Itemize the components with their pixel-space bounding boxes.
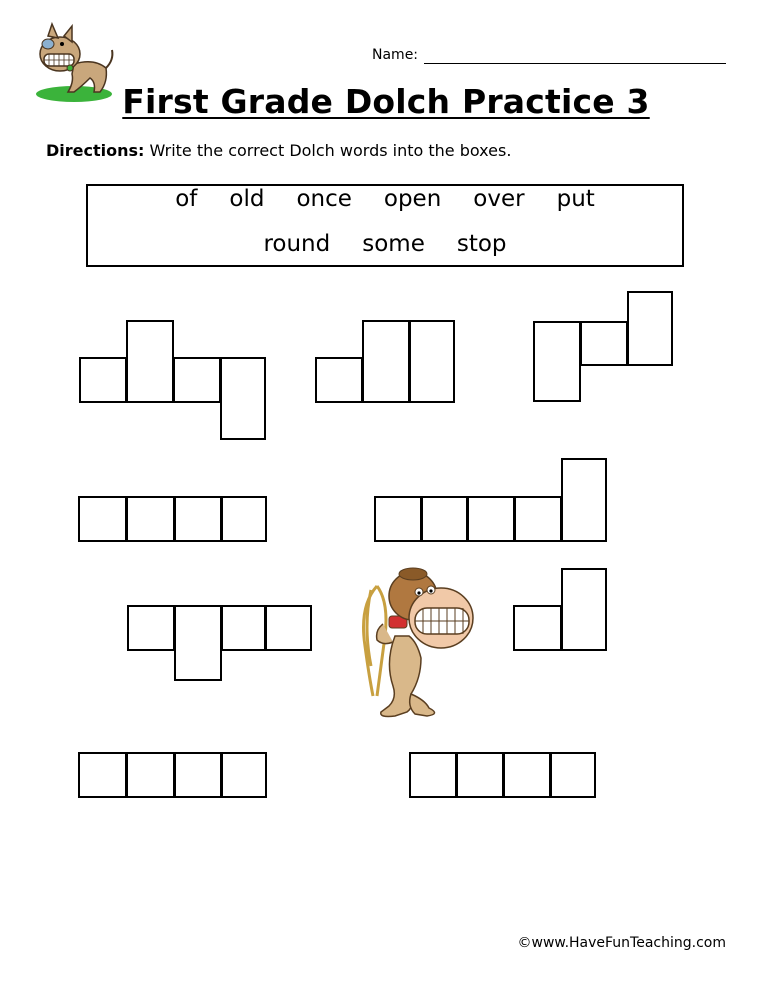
letter-box[interactable] — [580, 321, 628, 366]
letter-box[interactable] — [561, 458, 607, 542]
name-line[interactable] — [424, 63, 726, 64]
letter-box[interactable] — [374, 496, 422, 542]
letter-box[interactable] — [409, 320, 455, 403]
copyright-footer: ©www.HaveFunTeaching.com — [517, 935, 726, 951]
letter-box[interactable] — [173, 357, 221, 403]
word-bank-word: stop — [456, 231, 507, 257]
letter-box[interactable] — [550, 752, 596, 798]
letter-box[interactable] — [409, 752, 457, 798]
letter-box[interactable] — [221, 496, 267, 542]
word-bank-word: of — [175, 186, 198, 212]
letter-box[interactable] — [561, 568, 607, 651]
word-bank-word: open — [383, 186, 442, 212]
directions-text: Write the correct Dolch words into the boxes. — [149, 141, 512, 160]
letter-box[interactable] — [127, 605, 175, 651]
monkey-with-rope-icon — [355, 566, 477, 720]
letter-box[interactable] — [79, 357, 127, 403]
letter-box[interactable] — [456, 752, 504, 798]
word-bank — [86, 184, 684, 267]
word-bank-row-2 — [88, 231, 682, 257]
letter-box[interactable] — [221, 752, 267, 798]
letter-box[interactable] — [315, 357, 363, 403]
letter-box[interactable] — [174, 605, 222, 681]
letter-box[interactable] — [362, 320, 410, 403]
letter-box[interactable] — [220, 357, 266, 440]
letter-box[interactable] — [265, 605, 312, 651]
letter-box[interactable] — [421, 496, 468, 542]
letter-box[interactable] — [78, 496, 127, 542]
word-bank-row-1 — [88, 186, 682, 212]
word-bank-word: old — [229, 186, 265, 212]
letter-box[interactable] — [174, 496, 222, 542]
word-bank-word: round — [263, 231, 331, 257]
letter-box[interactable] — [467, 496, 515, 542]
word-bank-word: over — [473, 186, 525, 212]
letter-box[interactable] — [126, 752, 175, 798]
word-bank-word: put — [556, 186, 595, 212]
letter-box[interactable] — [78, 752, 127, 798]
letter-box[interactable] — [513, 605, 562, 651]
page-title: First Grade Dolch Practice 3 — [122, 82, 650, 121]
word-bank-word: some — [362, 231, 425, 257]
letter-box[interactable] — [174, 752, 222, 798]
letter-box[interactable] — [503, 752, 551, 798]
letter-box[interactable] — [221, 605, 266, 651]
letter-box[interactable] — [627, 291, 673, 366]
letter-box[interactable] — [126, 320, 174, 403]
letter-box[interactable] — [533, 321, 581, 402]
directions-label: Directions: — [46, 141, 145, 160]
word-bank-word: once — [296, 186, 352, 212]
name-label: Name: — [372, 47, 419, 63]
directions — [46, 141, 511, 160]
letter-box[interactable] — [126, 496, 175, 542]
letter-box[interactable] — [514, 496, 562, 542]
